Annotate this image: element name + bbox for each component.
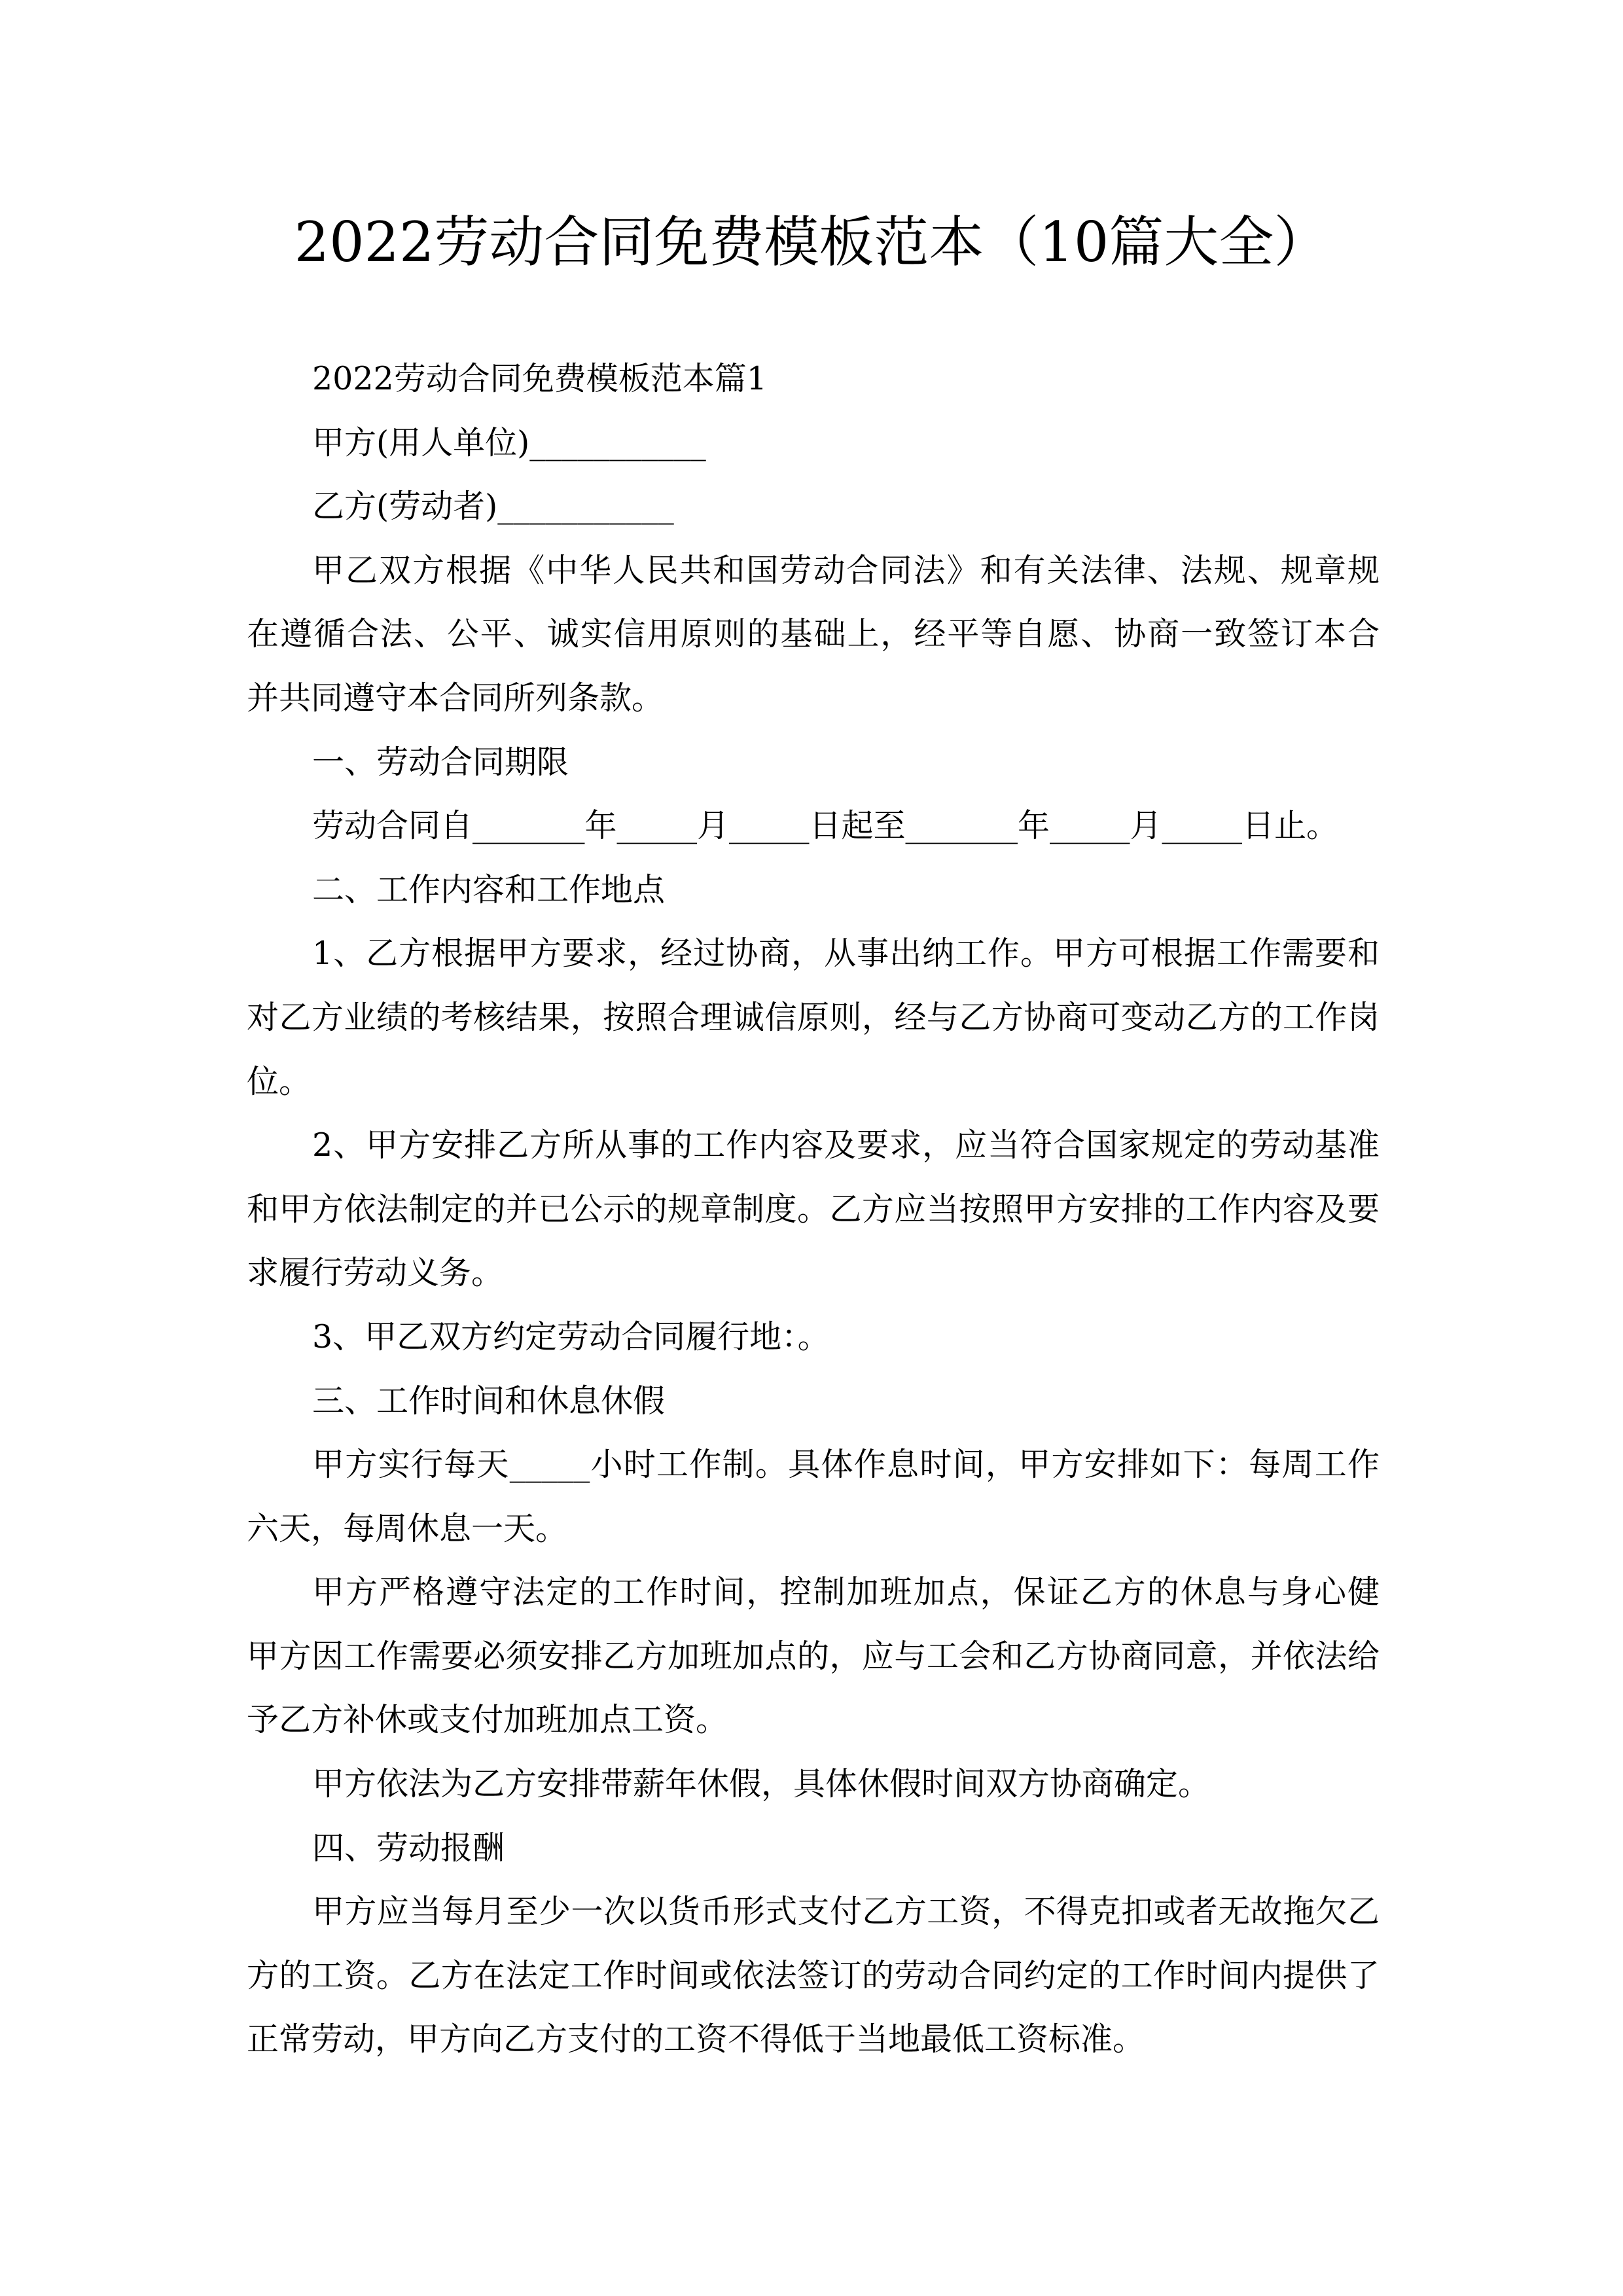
paragraph bbox=[247, 1433, 1380, 1560]
paragraph bbox=[247, 411, 1380, 475]
paragraph-line: 2、甲方安排乙方所从事的工作内容及要求，应当符合国家规定的劳动基准 bbox=[312, 1126, 1380, 1164]
paragraph-line: 甲方依法为乙方安排带薪年休假，具体休假时间双方协商确定。 bbox=[312, 1765, 1211, 1803]
paragraph bbox=[247, 475, 1380, 539]
paragraph bbox=[247, 794, 1380, 858]
paragraph-line: 甲乙双方根据《中华人民共和国劳动合同法》和有关法律、法规、规章规 bbox=[312, 551, 1380, 589]
paragraph-line: 3、甲乙双方约定劳动合同履行地：。 bbox=[312, 1318, 830, 1355]
paragraph bbox=[247, 1816, 1380, 1880]
paragraph-line: 1、乙方根据甲方要求，经过协商，从事出纳工作。甲方可根据工作需要和 bbox=[312, 935, 1380, 973]
paragraph-line: 在遵循合法、公平、诚实信用原则的基础上，经平等自愿、协商一致签订本合 bbox=[247, 615, 1380, 653]
paragraph bbox=[247, 730, 1380, 795]
paragraph bbox=[247, 1305, 1380, 1369]
paragraph-line: 一、劳动合同期限 bbox=[312, 743, 569, 781]
paragraph-line: 乙方(劳动者)___________ bbox=[312, 488, 674, 526]
paragraph bbox=[247, 1560, 1380, 1752]
paragraph-line: 甲方严格遵守法定的工作时间，控制加班加点，保证乙方的休息与身心健 bbox=[312, 1573, 1380, 1611]
paragraph-line: 方的工资。乙方在法定工作时间或依法签订的劳动合同约定的工作时间内提供了 bbox=[247, 1956, 1380, 1994]
document-title: 2022劳动合同免费模板范本（10篇大全） bbox=[294, 210, 1329, 274]
paragraph-line: 六天，每周休息一天。 bbox=[247, 1509, 568, 1547]
paragraph bbox=[247, 1752, 1380, 1816]
paragraph-line: 对乙方业绩的考核结果，按照合理诚信原则，经与乙方协商可变动乙方的工作岗 bbox=[247, 998, 1380, 1036]
paragraph-line: 劳动合同自_______年_____月_____日起至_______年_____月_____日止。 bbox=[312, 807, 1339, 845]
paragraph bbox=[247, 922, 1380, 1113]
paragraph-line: 正常劳动，甲方向乙方支付的工资不得低于当地最低工资标准。 bbox=[247, 2020, 1145, 2058]
paragraph-line: 二、工作内容和工作地点 bbox=[312, 870, 666, 908]
paragraph-line: 甲方应当每月至少一次以货币形式支付乙方工资，不得克扣或者无故拖欠乙 bbox=[312, 1893, 1380, 1931]
paragraph bbox=[247, 1369, 1380, 1433]
paragraph bbox=[247, 858, 1380, 922]
paragraph-line: 2022劳动合同免费模板范本篇1 bbox=[312, 360, 767, 397]
paragraph-line: 甲方实行每天_____小时工作制。具体作息时间，甲方安排如下：每周工作 bbox=[312, 1446, 1380, 1484]
paragraph-line: 甲方因工作需要必须安排乙方加班加点的，应与工会和乙方协商同意，并依法给 bbox=[247, 1637, 1380, 1675]
paragraph-line: 和甲方依法制定的并已公示的规章制度。乙方应当按照甲方安排的工作内容及要 bbox=[247, 1190, 1380, 1228]
paragraph-line: 四、劳动报酬 bbox=[312, 1829, 505, 1867]
paragraph-line: 甲方(用人单位)___________ bbox=[312, 423, 706, 461]
document-body bbox=[247, 347, 1380, 2072]
paragraph-line: 求履行劳动义务。 bbox=[247, 1254, 504, 1292]
paragraph bbox=[247, 1880, 1380, 2072]
paragraph-line: 并共同遵守本合同所列条款。 bbox=[247, 679, 664, 717]
paragraph bbox=[247, 539, 1380, 730]
paragraph-line: 予乙方补休或支付加班加点工资。 bbox=[247, 1701, 728, 1739]
paragraph-line: 位。 bbox=[247, 1062, 312, 1100]
paragraph-line: 三、工作时间和休息休假 bbox=[312, 1382, 666, 1420]
paragraph bbox=[247, 347, 1380, 411]
paragraph bbox=[247, 1113, 1380, 1305]
